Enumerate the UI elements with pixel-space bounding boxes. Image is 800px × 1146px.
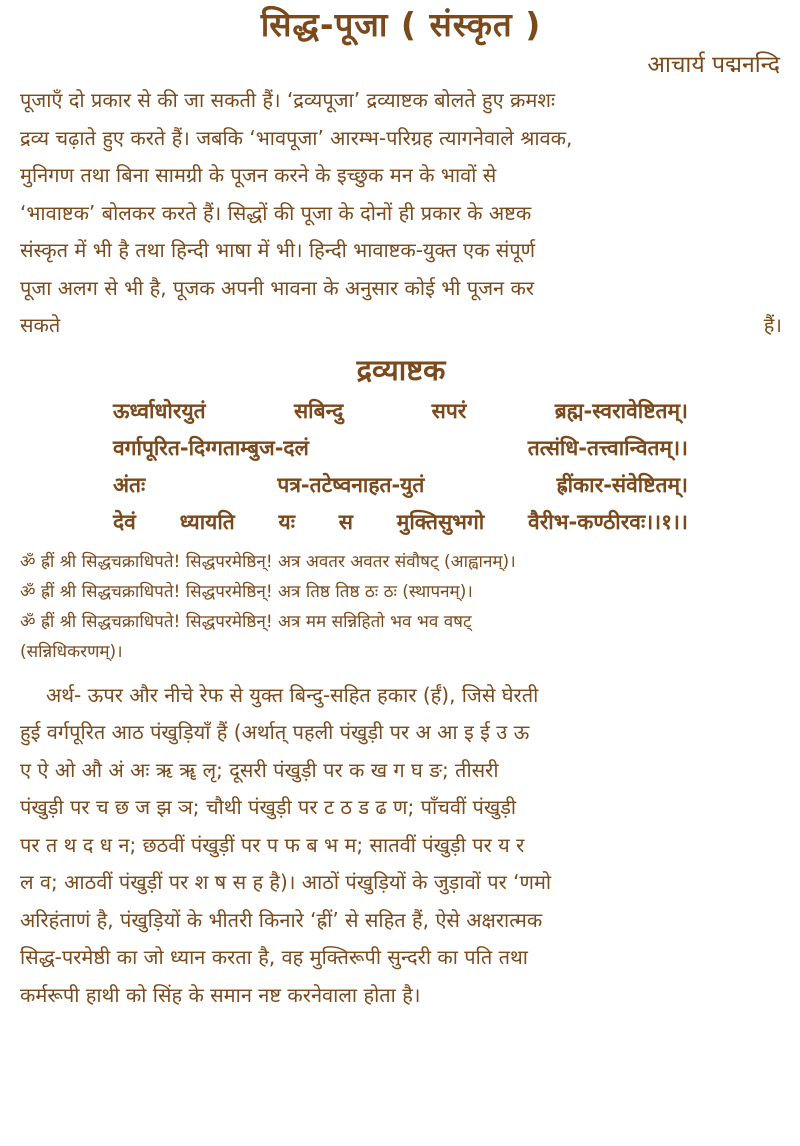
meaning-line-text: अरिहंताणं है, पंखुड़ियों के भीतरी किनारे ‘ह्रीं’ से सहित हैं, ऐसे अक्षरात्मक <box>20 907 543 932</box>
meaning-line <box>20 939 782 977</box>
meaning-paragraph <box>20 677 782 1015</box>
intro-line <box>20 82 782 120</box>
meaning-line-text: कर्मरूपी हाथी को सिंह के समान नष्ट करनेवाला होता है। <box>20 982 421 1007</box>
verse-word: वैरीभ-कण्ठीरवः।।१।। <box>528 509 688 534</box>
meaning-line <box>20 677 782 715</box>
intro-line <box>20 157 782 195</box>
meaning-line <box>20 977 782 1015</box>
verse-line <box>113 467 688 504</box>
meaning-line-text: पंखुड़ी पर च छ ज झ ञ; चौथी पंखुड़ी पर ट ठ ड ढ ण; पाँचवीं पंखुड़ी <box>20 795 517 819</box>
verse-word: ह्रींकार-संवेष्टितम्। <box>556 472 688 497</box>
verse-word: वर्गापूरित-दिग्गताम्बुज-दलं <box>113 435 309 460</box>
intro-paragraph <box>20 82 782 345</box>
intro-line <box>20 195 782 233</box>
intro-line-text: संस्कृत में भी है तथा हिन्दी भाषा में भी। हिन्दी भावाष्टक-युक्त एक संपूर्ण <box>20 238 536 262</box>
mantra-line: ॐ ह्रीं श्री सिद्धचक्राधिपते! सिद्धपरमेष्ठिन्! अत्र अवतर अवतर संवौषट् (आह्वानम्)। <box>20 551 516 572</box>
intro-line <box>20 270 782 308</box>
meaning-line-text: ल व; आठवीं पंखुड़ीं पर श ष स ह है)। आठों पंखुड़ियों के जुड़ावों पर ‘णमो <box>20 870 552 894</box>
author-name: आचार्य पद्मनन्दि <box>647 52 780 78</box>
intro-last-line <box>20 307 782 345</box>
sanskrit-verse <box>113 393 688 541</box>
meaning-line <box>20 864 782 902</box>
intro-line-text: मुनिगण तथा बिना सामग्री के पूजन करने के इच्छुक मन के भावों से <box>20 163 497 187</box>
meaning-line <box>20 902 782 940</box>
meaning-line-text <box>20 677 538 715</box>
verse-word: सबिन्दु <box>293 398 344 423</box>
verse-word: सपरं <box>431 398 467 423</box>
verse-word: तत्संधि-तत्त्वान्वितम्।। <box>527 435 688 460</box>
section-heading: द्रव्याष्टक <box>356 352 446 387</box>
verse-word: मुक्तिसुभगो <box>396 509 485 534</box>
meaning-line-text: ए ऐ ओ औ अं अः ऋ ॠ लृ; दूसरी पंखुड़ी पर क ख ग घ ङ; तीसरी <box>20 757 499 782</box>
meaning-line <box>20 789 782 827</box>
meaning-line-text: हुई वर्गपूरित आठ पंखुड़ियाँ हैं (अर्थात् पहली पंखुड़ी पर अ आ इ ई उ ऊ <box>20 720 530 744</box>
mantra-list <box>20 547 782 667</box>
intro-last-left: सकते <box>20 313 61 337</box>
intro-last-right: हैं। <box>763 313 782 337</box>
verse-word: स <box>338 509 353 534</box>
meaning-line <box>20 714 782 752</box>
verse-word: ऊर्ध्वाधोरयुतं <box>113 398 206 423</box>
intro-line <box>20 120 782 158</box>
meaning-line-text: सिद्ध-परमेष्ठी का जो ध्यान करता है, वह मुक्तिरूपी सुन्दरी का पति तथा <box>20 945 528 969</box>
mantra-line: (सन्निधिकरणम्)। <box>20 641 123 662</box>
intro-line <box>20 232 782 270</box>
page-title: सिद्ध-पूजा ( संस्कृत ) <box>260 5 542 44</box>
verse-line <box>113 393 688 430</box>
verse-word: ब्रह्म-स्वरावेष्टितम्। <box>554 398 688 423</box>
verse-word: अंतः <box>113 472 146 497</box>
meaning-line <box>20 827 782 865</box>
verse-line <box>113 504 688 541</box>
intro-line-text: पूजा अलग से भी है, पूजक अपनी भावना के अनुसार कोई भी पूजन कर <box>20 275 535 300</box>
meaning-first-text: अर्थ- ऊपर और नीचे रेफ से युक्त बिन्दु-सहित हकार (र्हं), जिसे घेरती <box>46 682 539 707</box>
verse-word: देवं <box>113 509 136 534</box>
mantra-line: ॐ ह्रीं श्री सिद्धचक्राधिपते! सिद्धपरमेष्ठिन्! अत्र तिष्ठ तिष्ठ ठः ठः (स्थापनम्)। <box>20 581 473 602</box>
meaning-line-text: पर त थ द ध न; छठवीं पंखुड़ीं पर प फ ब भ म; सातवीं पंखुड़ी पर य र <box>20 832 525 857</box>
verse-word: पत्र-तटेष्वनाहत-युतं <box>277 472 425 497</box>
verse-word: ध्यायति <box>179 509 235 534</box>
intro-line-text: द्रव्य चढ़ाते हुए करते हैं। जबकि ‘भावपूजा’ आरम्भ-परिग्रह त्यागनेवाले श्रावक, <box>20 125 573 150</box>
verse-line <box>113 430 688 467</box>
verse-word: यः <box>278 509 295 534</box>
meaning-line <box>20 752 782 790</box>
intro-line-text: पूजाएँ दो प्रकार से की जा सकती हैं। ‘द्रव्यपूजा’ द्रव्याष्टक बोलते हुए क्रमशः <box>20 88 556 112</box>
intro-line-text: ‘भावाष्टक’ बोलकर करते हैं। सिद्धों की पूजा के दोनों ही प्रकार के अष्टक <box>20 200 532 225</box>
mantra-line: ॐ ह्रीं श्री सिद्धचक्राधिपते! सिद्धपरमेष्ठिन्! अत्र मम सन्निहितो भव भव वषट् <box>20 611 472 632</box>
